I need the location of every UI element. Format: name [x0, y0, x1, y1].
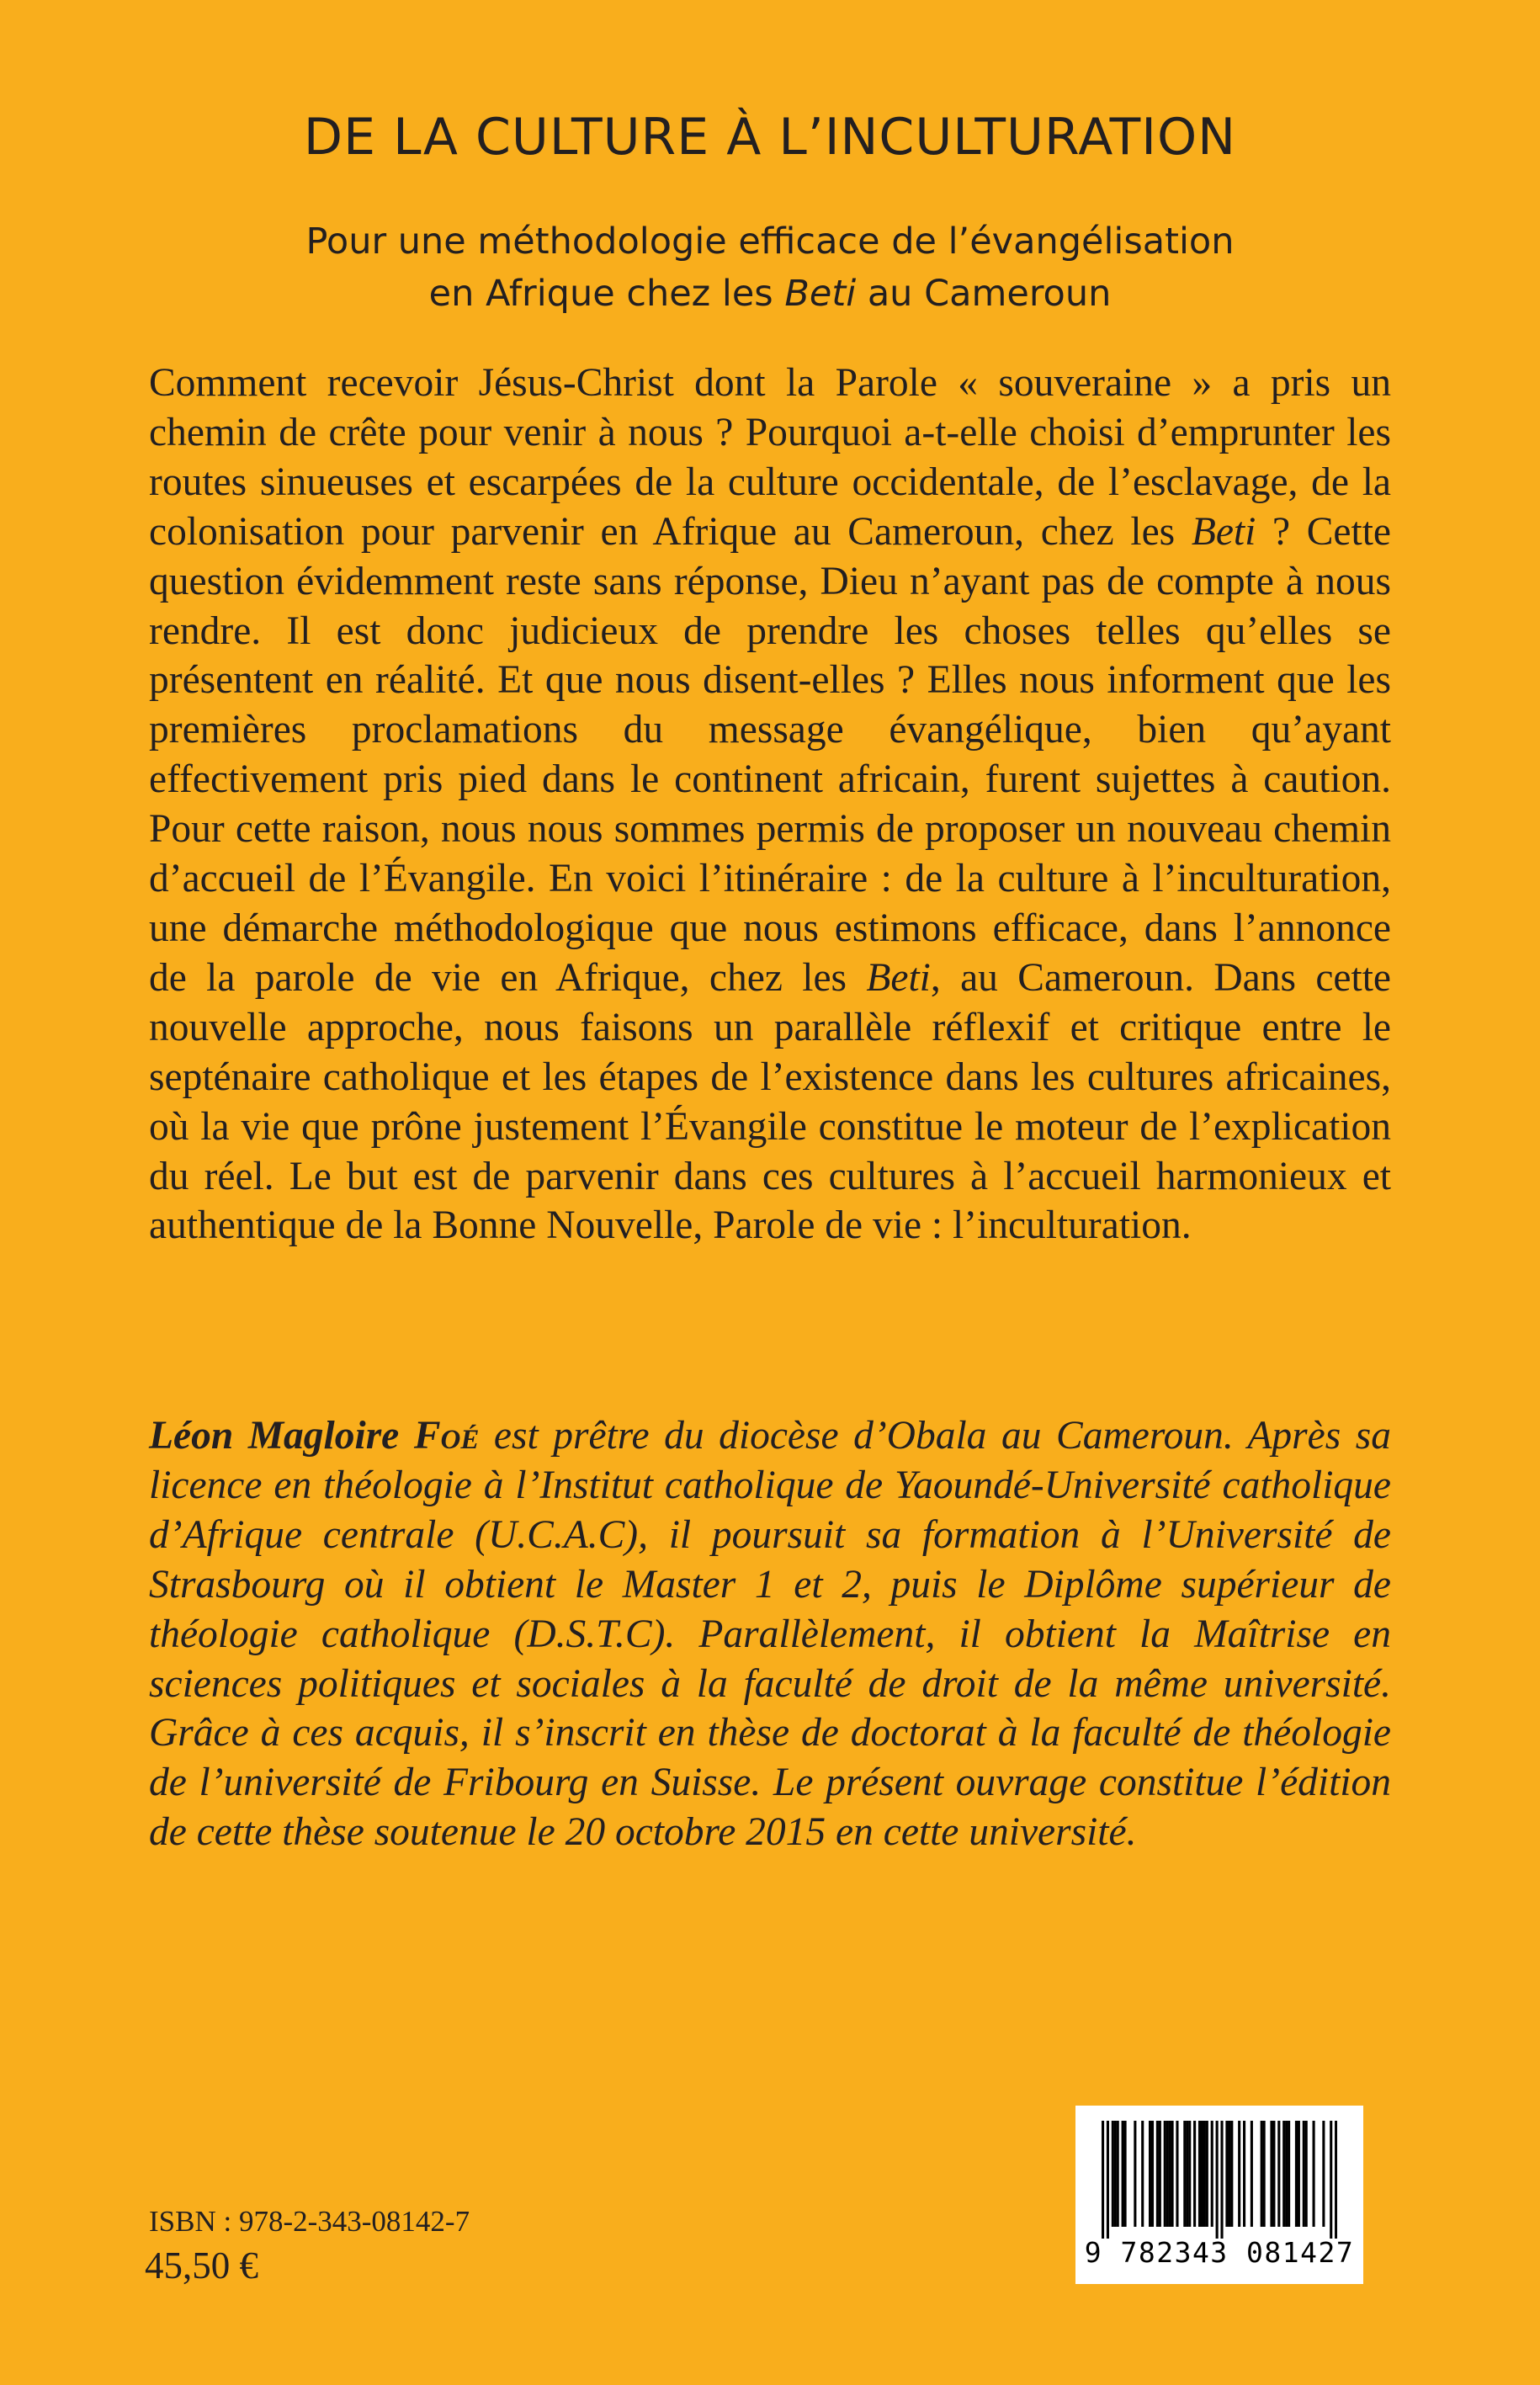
isbn-label: ISBN : 978-2-343-08142-7 — [149, 2205, 470, 2238]
barcode-bar — [1201, 2121, 1203, 2227]
barcode-bar — [1166, 2121, 1169, 2227]
barcode-bar — [1188, 2121, 1191, 2227]
barcode-bar — [1171, 2121, 1174, 2227]
author-last-rest: oé — [440, 1414, 480, 1458]
barcode-bar — [1335, 2121, 1337, 2239]
barcode-bar — [1270, 2121, 1272, 2227]
barcode-bar — [1159, 2121, 1161, 2227]
barcode-bar — [1186, 2121, 1188, 2227]
subtitle-line-2-pre: en Afrique chez les — [428, 273, 785, 315]
barcode-bar — [1261, 2121, 1263, 2227]
barcode-bar — [1151, 2121, 1154, 2227]
barcode-bar — [1141, 2121, 1144, 2227]
barcode-bar — [1282, 2121, 1285, 2227]
barcode-bar — [1169, 2121, 1171, 2227]
barcode-bar — [1303, 2121, 1305, 2227]
barcode-bar — [1288, 2121, 1290, 2227]
barcode-bar — [1263, 2121, 1266, 2227]
author-bio — [149, 1411, 1391, 1857]
subtitle-line-1: Pour une méthodologie efficace de l’évangélisation — [305, 220, 1235, 263]
barcode-bar — [1164, 2121, 1166, 2227]
barcode-bar — [1117, 2121, 1119, 2227]
author-bio-text: est prêtre du diocèse d’Obala au Cameroun. Après sa licence en théologie à l’Institut catholique de Yaoundé-Université catholique d’Afrique centrale (U.C.A.C), il poursuit sa formation à l’Université de Strasbourg où il obtient le Master 1 et 2, puis le Diplôme supérieur de théologie catholique (D.S.T.C). Parallèlement, il obtient la Maîtrise en sciences politiques et sociales à la faculté de droit de la même université. Grâce à ces acquis, il s’inscrit en thèse de doctorat à la faculté de théologie de l’université de Fribourg en Suisse. Le présent ouvrage constitue l’édition de cette thèse soutenue le 20 octobre 2015 en cette université. — [149, 1414, 1391, 1855]
barcode-bar — [1183, 2121, 1186, 2227]
summary-part-2: ? Cette question évidemment reste sans réponse, Dieu n’ayant pas de compte à nous rendre. Il est donc judicieux de prendre les choses telles qu’elles se présentent en réalité. Et que nous disent-elles ? Elles nous informent que les premières proclamations du message évangélique, bien qu’ayant effectivement pris pied dans le continent africain, furent sujettes à caution. Pour cette raison, nous nous sommes permis de proposer un nouveau chemin d’accueil de l’Évangile. En voici l’itinéraire : de la culture à l’inculturation, une démarche méthodologique que nous estimons efficace, dans l’annonce de la parole de vie en Afrique, chez les — [149, 509, 1391, 1000]
barcode-bar — [1243, 2121, 1245, 2227]
barcode-bar — [1134, 2121, 1136, 2227]
barcode-bar — [1225, 2121, 1228, 2227]
barcode-bar — [1220, 2121, 1223, 2239]
summary-beti-1: Beti — [1191, 509, 1256, 554]
barcode-bar — [1149, 2121, 1151, 2227]
summary-beti-2: Beti — [866, 955, 931, 1000]
barcode-bar — [1228, 2121, 1230, 2227]
barcode-bar — [1251, 2121, 1253, 2227]
barcode-bar — [1277, 2121, 1280, 2227]
barcode-bar — [1322, 2121, 1325, 2227]
barcode-bar — [1330, 2121, 1332, 2239]
subtitle-line-2 — [0, 268, 1540, 320]
summary-part-3: , au Cameroun. Dans cette nouvelle approche, nous faisons un parallèle réflexif et critique entre le septénaire catholique et les étapes de l’existence dans les cultures africaines, où la vie que prône justement l’Évangile constitue le moteur de l’explication du réel. Le but est de parvenir dans ces cultures à l’accueil harmonieux et authentique de la Bonne Nouvelle, Parole de vie : l’inculturation. — [149, 955, 1391, 1248]
barcode-bar — [1238, 2121, 1240, 2227]
barcode-bar — [1305, 2121, 1308, 2227]
barcode-bar — [1107, 2121, 1109, 2239]
barcode-bar — [1102, 2121, 1104, 2239]
subtitle-line-2-post: au Cameroun — [856, 273, 1112, 315]
author-name — [149, 1414, 479, 1458]
cover-subtitle — [0, 215, 1540, 320]
barcode-bar — [1211, 2121, 1213, 2227]
price-label: 45,50 € — [145, 2244, 258, 2287]
barcode-bar — [1198, 2121, 1201, 2227]
cover-title: DE LA CULTURE À L’INCULTURATION — [303, 108, 1237, 167]
barcode-bar — [1156, 2121, 1159, 2227]
barcode-bar — [1206, 2121, 1208, 2227]
barcode-bar — [1176, 2121, 1178, 2227]
barcode-bar — [1203, 2121, 1206, 2227]
summary-paragraph — [149, 359, 1391, 1251]
barcode-bar — [1122, 2121, 1124, 2227]
barcode-bar — [1313, 2121, 1315, 2227]
barcode-bar — [1272, 2121, 1275, 2227]
author-first-name: Léon Magloire — [149, 1414, 414, 1458]
barcode-bar — [1285, 2121, 1288, 2227]
barcode-bars — [1102, 2121, 1337, 2239]
barcode — [1075, 2106, 1363, 2284]
author-last-initial: F — [413, 1414, 441, 1458]
barcode-bar — [1114, 2121, 1117, 2227]
barcode-bar — [1124, 2121, 1127, 2227]
subtitle-beti: Beti — [784, 273, 857, 315]
barcode-bar — [1112, 2121, 1114, 2227]
barcode-bar — [1298, 2121, 1300, 2227]
barcode-bar — [1230, 2121, 1233, 2227]
barcode-bar — [1216, 2121, 1219, 2239]
barcode-bar — [1295, 2121, 1298, 2227]
barcode-digits: 9 782343 081427 — [1084, 2236, 1355, 2269]
barcode-bar — [1193, 2121, 1196, 2227]
summary-part-1: Comment recevoir Jésus-Christ dont la Parole « souveraine » a pris un chemin de crête pour venir à nous ? Pourquoi a-t-elle choisi d’emprunter les routes sinueuses et escarpées de la culture occidentale, de l’esclavage, de la colonisation pour parvenir en Afrique au Cameroun, chez les — [149, 361, 1391, 554]
